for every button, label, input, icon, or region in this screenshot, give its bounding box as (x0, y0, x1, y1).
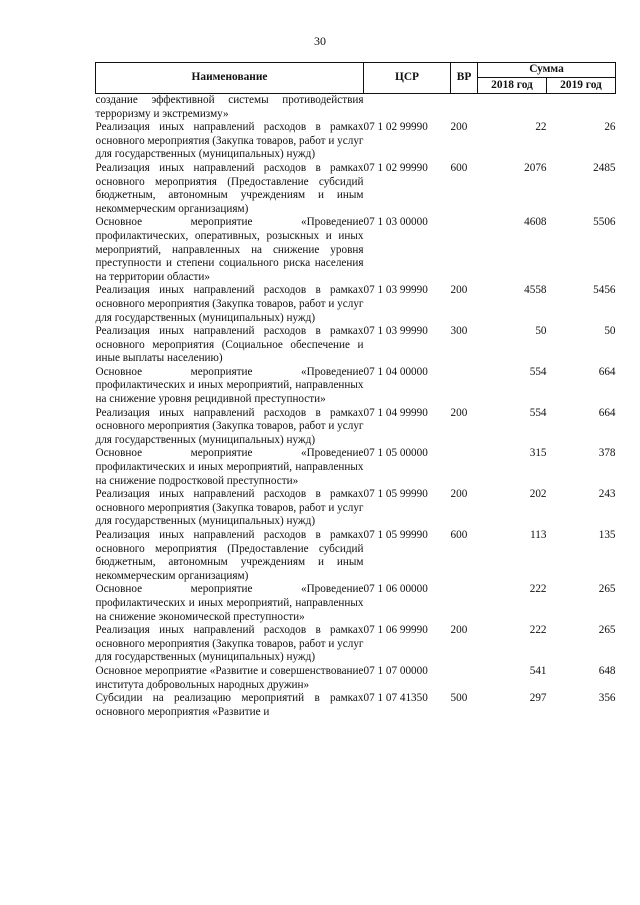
row-amount-2018: 554 (529, 365, 547, 378)
row-amount-2018: 50 (535, 325, 547, 338)
row-amount-2018: 4558 (524, 284, 547, 297)
row-amount-2018: 2076 (524, 161, 547, 174)
row-amount-2019: 5456 (593, 284, 616, 297)
row-csr: 07 1 04 00000 (363, 365, 428, 378)
table-row (96, 162, 616, 216)
row-amount-2018 (478, 94, 547, 122)
row-amount-2019: 50 (604, 325, 616, 338)
row-csr: 07 1 03 99990 (363, 325, 428, 338)
table-row (96, 366, 616, 407)
row-amount-2018: 202 (529, 488, 547, 501)
row-csr: 07 1 06 00000 (363, 583, 428, 596)
row-csr: 07 1 07 00000 (363, 664, 428, 677)
row-name: Реализация иных направлений расходов в рамках основного мероприятия (Предоставление субсидий бюджетным, автономным учреждениям и иным некоммерческим организациям) (95, 161, 364, 215)
row-amount-2019: 664 (598, 365, 616, 378)
row-name: Реализация иных направлений расходов в рамках основного мероприятия (Закупка товаров, работ и услуг для государственных (муниципальных) нужд) (95, 624, 364, 664)
row-name: Основное мероприятие «Проведение профилактических и иных мероприятий, направленных на снижение экономической преступности» (95, 583, 364, 623)
row-amount-2018: 113 (530, 529, 547, 541)
row-amount-2019: 664 (598, 406, 616, 419)
table-row (96, 325, 616, 366)
row-name: Реализация иных направлений расходов в рамках основного мероприятия (Закупка товаров, работ и услуг для государственных (муниципальных) нужд) (95, 284, 364, 324)
row-name: Реализация иных направлений расходов в рамках основного мероприятия (Закупка товаров, работ и услуг для государственных (муниципальных) нужд) (95, 406, 364, 446)
row-vr: 200 (450, 284, 468, 297)
row-name: Основное мероприятие «Проведение профилактических, оперативных, розыскных и иных мероприятий, направленных на снижение уровня преступности и степени социального риска населения на территории области» (95, 216, 364, 283)
row-vr (451, 366, 478, 407)
row-vr: 500 (450, 692, 468, 705)
table-header (96, 63, 616, 94)
row-name: Основное мероприятие «Проведение профилактических и иных мероприятий, направленных на снижение уровня рецидивной преступности» (95, 365, 364, 406)
header-csr: ЦСР (364, 63, 451, 94)
row-vr: 200 (450, 488, 468, 501)
row-amount-2018: 315 (529, 447, 547, 460)
header-sum: Сумма (478, 63, 616, 78)
header-vr: ВР (451, 63, 478, 94)
row-vr (451, 583, 478, 624)
table-row (96, 583, 616, 624)
row-amount-2019: 5506 (593, 216, 616, 229)
row-amount-2019: 265 (598, 583, 616, 596)
header-name: Наименование (96, 63, 364, 94)
row-amount-2018: 297 (529, 692, 547, 705)
row-amount-2018: 22 (535, 121, 547, 134)
row-amount-2018: 222 (529, 624, 547, 637)
table-row (96, 216, 616, 284)
row-amount-2019: 356 (598, 692, 616, 705)
row-name: Основное мероприятие «Проведение профилактических и иных мероприятий, направленных на снижение подростковой преступности» (95, 447, 364, 487)
row-vr (451, 216, 478, 284)
row-vr: 600 (450, 161, 468, 174)
row-csr: 07 1 06 99990 (363, 624, 428, 637)
row-amount-2019 (547, 94, 616, 122)
row-name: Реализация иных направлений расходов в рамках основного мероприятия (Предоставление субсидий бюджетным, автономным учреждениям и иным некоммерческим организациям) (95, 529, 364, 582)
row-vr (451, 665, 478, 692)
row-vr: 200 (450, 624, 468, 637)
row-vr: 600 (450, 529, 468, 541)
table-row (96, 529, 616, 583)
row-csr: 07 1 05 99990 (363, 488, 428, 501)
row-amount-2019: 648 (598, 664, 616, 677)
row-name: Основное мероприятие «Развитие и совершенствование института добровольных народных дружин» (95, 664, 364, 691)
row-csr: 07 1 07 41350 (363, 692, 428, 705)
header-year-2018: 2018 год (478, 78, 547, 94)
row-vr (451, 447, 478, 488)
row-vr: 300 (450, 325, 468, 338)
table-row (96, 692, 616, 719)
row-amount-2018: 222 (529, 583, 547, 596)
header-year-2019: 2019 год (547, 78, 616, 94)
row-name: Реализация иных направлений расходов в рамках основного мероприятия (Закупка товаров, работ и услуг для государственных (муниципальных) нужд) (95, 488, 364, 528)
row-name: Субсидии на реализацию мероприятий в рамках основного мероприятия «Развитие и (95, 692, 364, 718)
table-row (96, 624, 616, 665)
row-csr: 07 1 05 99990 (363, 529, 428, 541)
row-vr (451, 94, 478, 122)
row-csr: 07 1 02 99990 (363, 121, 428, 134)
row-csr: 07 1 05 00000 (363, 447, 428, 460)
row-amount-2019: 265 (598, 624, 616, 637)
row-amount-2018: 554 (529, 406, 547, 419)
table-row (96, 447, 616, 488)
row-vr: 200 (450, 406, 468, 419)
table-row (96, 665, 616, 692)
table-row (96, 94, 616, 122)
row-amount-2019: 26 (604, 121, 616, 134)
row-csr (364, 94, 451, 122)
row-csr: 07 1 03 00000 (363, 216, 428, 229)
row-csr: 07 1 02 99990 (363, 161, 428, 174)
row-amount-2018: 541 (529, 664, 547, 677)
row-amount-2019: 2485 (593, 161, 616, 174)
table-row (96, 284, 616, 325)
row-name: Реализация иных направлений расходов в рамках основного мероприятия (Закупка товаров, работ и услуг для государственных (муниципальных) нужд) (95, 121, 364, 161)
table-body (96, 94, 616, 720)
row-name: Реализация иных направлений расходов в рамках основного мероприятия (Социальное обеспечение и иные выплаты населению) (95, 325, 364, 365)
row-name: создание эффективной системы противодействия терроризму и экстремизму» (95, 94, 364, 120)
table-row (96, 488, 616, 529)
row-vr: 200 (450, 121, 468, 134)
row-csr: 07 1 03 99990 (363, 284, 428, 297)
row-amount-2018: 4608 (524, 216, 547, 229)
budget-table (95, 62, 616, 719)
row-amount-2019: 135 (598, 529, 616, 541)
table-row (96, 121, 616, 162)
page-number: 30 (314, 34, 326, 48)
table-row (96, 407, 616, 448)
row-amount-2019: 378 (598, 447, 616, 460)
row-csr: 07 1 04 99990 (363, 406, 428, 419)
row-amount-2019: 243 (598, 488, 616, 501)
